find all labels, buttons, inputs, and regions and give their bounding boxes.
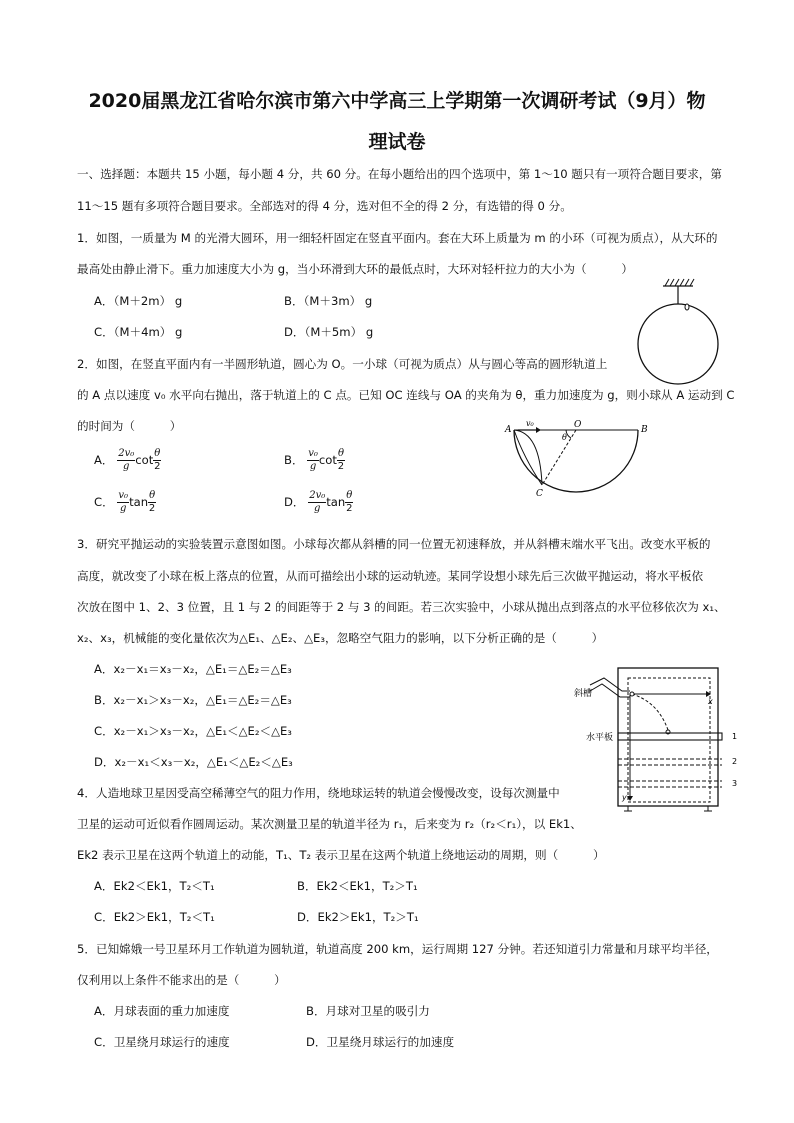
q2-option-c-label: C． [94,495,114,509]
q1-option-a[interactable]: A．（M＋2m） g [94,294,183,308]
small-ring [685,304,689,310]
label-y: y [622,793,627,802]
ceiling-mount [663,279,694,286]
q2-option-d-label: D． [284,495,305,509]
line-OC [542,430,576,485]
q2-option-c[interactable]: C． $\frac{\text{v₀}}{g}$ tan $\frac{\theta}{2}$ [94,490,156,514]
label-v0: v₀ [526,419,534,428]
trajectory-inner [514,430,542,485]
q2-stem-line1: 2．如图，在竖直平面内有一半圆形轨道，圆心为 O。一小球（可视为质点）从与圆心等高的圆形轨道上 [77,357,608,371]
q3-option-c[interactable]: C．x₂－x₁＞x₃－x₂，△E₁＜△E₂＜△E₃ [94,724,292,738]
section-instructions-line1: 一、选择题：本题共 15 小题，每小题 4 分，共 60 分。在每小题给出的四个选项中，第 1～10 题只有一项符合题目要求，第 [77,167,722,181]
q1-stem-line2: 最高处由静止滑下。重力加速度大小为 g，当小环滑到大环的最低点时，大环对轻杆拉力的大小为（ ） [77,262,633,276]
q3-stem-line3: 次放在图中 1、2、3 位置，且 1 与 2 的间距等于 2 与 3 的间距。若三次实验中，小球从抛出点到落点的水平位移依次为 x₁、 [77,600,726,614]
q5-option-c[interactable]: C．卫星绕月球运行的速度 [94,1035,230,1049]
q5-option-d[interactable]: D．卫星绕月球运行的加速度 [306,1035,455,1049]
label-x: x [708,697,713,706]
label-chute: 斜槽 [574,689,593,699]
q1-option-d[interactable]: D．（M＋5m） g [284,325,374,339]
q2-stem-line3: 的时间为（ ） [77,419,182,433]
q3-stem-line1: 3．研究平抛运动的实验装置示意图如图。小球每次都从斜槽的同一位置无初速释放，并从斜槽末端水平飞出。改变水平板的 [77,537,711,551]
q3-option-d[interactable]: D．x₂－x₁＜x₃－x₂，△E₁＜△E₂＜△E₃ [94,755,293,769]
label-position-1: 1 [732,732,738,741]
q2-option-a-fraction: $\frac{\text{2v₀}}{g}$ [118,448,135,472]
q5-stem-line1: 5．已知嫦娥一号卫星环月工作轨道为圆轨道，轨道高度 200 km，运行周期 127 分钟。若还知道引力常量和月球平均半径， [77,942,718,956]
section-instructions-line2: 11～15 题有多项符合题目要求。全部选对的得 4 分，选对但不全的得 2 分，有选错的得 0 分。 [77,199,572,213]
q5-option-b[interactable]: B．月球对卫星的吸引力 [306,1004,430,1018]
trajectory [514,430,542,485]
label-board: 水平板 [586,733,614,743]
q2-option-b-label: B． [284,453,304,467]
label-B: B [641,425,648,435]
q4-stem-line3: Ek2 表示卫星在这两个轨道上的动能，T₁、T₂ 表示卫星在这两个轨道上绕地运动的周期，则（ ） [77,848,605,862]
label-A: A [505,425,512,435]
page-title-line1: 2020届黑龙江省哈尔滨市第六中学高三上学期第一次调研考试（9月）物 [88,90,706,112]
label-C: C [536,489,543,499]
q4-stem-line1: 4．人造地球卫星因受高空稀薄空气的阻力作用，绕地球运转的轨道会慢慢改变，设每次测量中 [77,786,560,800]
q2-option-d[interactable]: D． $\frac{\text{2v₀}}{g}$ tan $\frac{\theta}{2}$ [284,490,353,514]
q2-stem-line2: 的 A 点以速度 v₀ 水平向右抛出，落于轨道上的 C 点。已知 OC 连线与 OA 的夹角为 θ，重力加速度为 g，则小球从 A 运动到 C [77,388,735,402]
trajectory [632,694,668,730]
large-ring [638,304,718,384]
q3-stem-line2: 高度，就改变了小球在板上落点的位置，从而可描绘出小球的运动轨迹。某同学设想小球先后三次做平抛运动，将水平板依 [77,569,704,583]
q3-option-a[interactable]: A．x₂－x₁＝x₃－x₂，△E₁＝△E₂＝△E₃ [94,662,292,676]
q5-stem-line2: 仅利用以上条件不能求出的是（ ） [77,973,286,987]
page-title-line2: 理试卷 [368,131,426,153]
feet [624,806,712,811]
q4-option-c[interactable]: C．Ek2＞Ek1，T₂＜T₁ [94,910,215,924]
label-theta: θ [562,433,567,442]
chute [590,678,630,697]
q1-option-b[interactable]: B．（M＋3m） g [284,294,373,308]
q2-semicircle-figure [500,418,660,500]
q1-option-c[interactable]: C．（M＋4m） g [94,325,183,339]
board-position-1 [618,733,722,740]
q4-stem-line2: 卫星的运动可近似看作圆周运动。某次测量卫星的轨道半径为 r₁，后来变为 r₂（r₂＜r₁），以 Ek1、 [77,817,582,831]
q2-option-a-label: A． [94,453,114,467]
label-position-3: 3 [732,779,738,788]
q3-option-b[interactable]: B．x₂－x₁＞x₃－x₂，△E₁＝△E₂＝△E₃ [94,693,292,707]
backboard [618,668,718,806]
q3-stem-line4: x₂、x₃，机械能的变化量依次为△E₁、△E₂、△E₃，忽略空气阻力的影响，以下分析正确的是（ ） [77,631,604,645]
label-position-2: 2 [732,757,738,766]
q4-option-d[interactable]: D．Ek2＞Ek1，T₂＞T₁ [297,910,419,924]
q1-stem-line1: 1．如图，一质量为 M 的光滑大圆环，用一细轻杆固定在竖直平面内。套在大环上质量为 m 的小环（可视为质点），从大环的 [77,231,718,245]
q2-option-b[interactable]: B． $\frac{\text{v₀}}{g}$ cot $\frac{\theta}{2}$ [284,448,345,472]
q4-option-a[interactable]: A．Ek2＜Ek1，T₂＜T₁ [94,879,215,893]
q3-apparatus-figure [572,664,744,816]
q5-option-a[interactable]: A．月球表面的重力加速度 [94,1004,230,1018]
q2-option-a[interactable]: A． $\frac{\text{2v₀}}{g}$ cot $\frac{\theta}{2}$ [94,448,161,472]
semicircle-track [514,430,638,492]
label-O: O [574,420,582,430]
q4-option-b[interactable]: B．Ek2＜Ek1，T₂＞T₁ [297,879,418,893]
